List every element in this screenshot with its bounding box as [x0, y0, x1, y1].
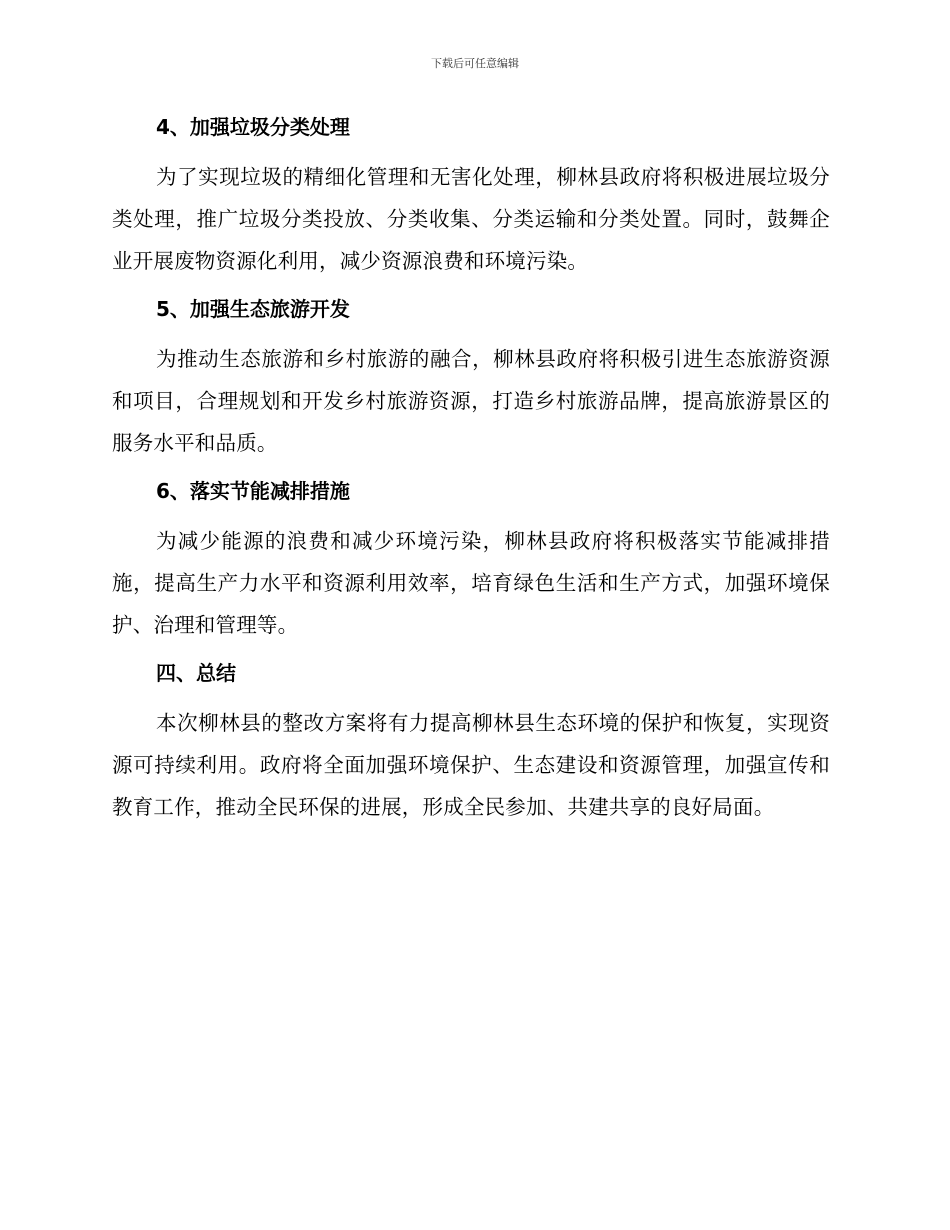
section-paragraph-eco-tourism: 为推动生态旅游和乡村旅游的融合，柳林县政府将积极引进生态旅游资源和项目，合理规划和开发乡村旅游资源，打造乡村旅游品牌，提高旅游景区的服务水平和品质。	[112, 347, 830, 455]
section-heading-garbage-sorting: 4、加强垃圾分类处理	[156, 115, 350, 139]
section-paragraph-summary: 本次柳林县的整改方案将有力提高柳林县生态环境的保护和恢复，实现资源可持续利用。政府将全面加强环境保护、生态建设和资源管理，加强宣传和教育工作，推动全民环保的进展，形成全民参加、共建共享的良好局面。	[112, 711, 830, 819]
section-heading-energy-saving: 6、落实节能减排措施	[156, 479, 350, 503]
section-paragraph-garbage-sorting: 为了实现垃圾的精细化管理和无害化处理，柳林县政府将积极进展垃圾分类处理，推广垃圾分类投放、分类收集、分类运输和分类处置。同时，鼓舞企业开展废物资源化利用，减少资源浪费和环境污染。	[112, 165, 830, 273]
section-heading-eco-tourism: 5、加强生态旅游开发	[156, 297, 350, 321]
header-note: 下载后可任意编辑	[431, 57, 519, 70]
section-heading-summary: 四、总结	[156, 661, 236, 685]
section-paragraph-energy-saving: 为减少能源的浪费和减少环境污染，柳林县政府将积极落实节能减排措施，提高生产力水平和资源利用效率，培育绿色生活和生产方式，加强环境保护、治理和管理等。	[112, 529, 830, 637]
document-body	[112, 108, 830, 836]
